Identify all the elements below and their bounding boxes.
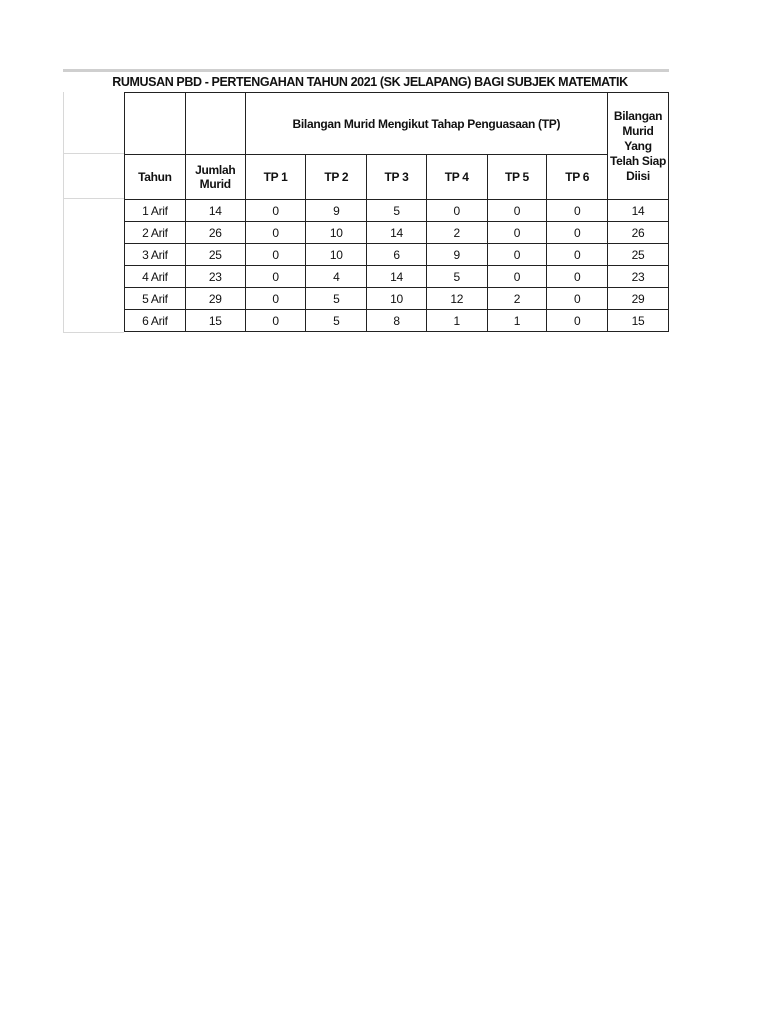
tahun-cell: 5 Arif (125, 288, 186, 310)
tp2-cell: 10 (306, 222, 367, 244)
jumlah-cell: 15 (185, 310, 245, 332)
tp5-cell: 0 (487, 266, 547, 288)
blank-cell (63, 92, 124, 154)
tp6-cell: 0 (547, 288, 608, 310)
siap-header (608, 93, 669, 200)
table-row (125, 288, 669, 310)
header-row-top (125, 93, 669, 155)
sheet-title: RUMUSAN PBD - PERTENGAHAN TAHUN 2021 (SK JELAPANG) BAGI SUBJEK MATEMATIK (112, 75, 628, 89)
tp1-header: TP 1 (245, 155, 306, 200)
tp5-cell: 2 (487, 288, 547, 310)
tp2-cell: 5 (306, 288, 367, 310)
summary-sheet (63, 69, 669, 333)
tp2-cell: 9 (306, 200, 367, 222)
siap-cell: 23 (608, 266, 669, 288)
jumlah-cell: 29 (185, 288, 245, 310)
table-row (125, 244, 669, 266)
siap-header-line: Diisi (626, 168, 650, 183)
table-row (125, 222, 669, 244)
group-header: Bilangan Murid Mengikut Tahap Penguasaan (TP) (245, 93, 607, 155)
tahun-cell: 4 Arif (125, 266, 186, 288)
jumlah-cell: 23 (185, 266, 245, 288)
tp5-header: TP 5 (487, 155, 547, 200)
tp4-cell: 1 (426, 310, 487, 332)
tp3-cell: 14 (367, 222, 427, 244)
siap-header-line: Murid Yang (622, 123, 654, 153)
siap-cell: 15 (608, 310, 669, 332)
tp1-cell: 0 (245, 266, 306, 288)
siap-cell: 26 (608, 222, 669, 244)
tp2-cell: 4 (306, 266, 367, 288)
siap-cell: 29 (608, 288, 669, 310)
siap-header-line: Bilangan (613, 108, 663, 123)
tp3-header: TP 3 (367, 155, 427, 200)
jumlah-header (185, 155, 245, 200)
blank-cell (63, 199, 124, 333)
tp6-cell: 0 (547, 244, 608, 266)
table-row (125, 200, 669, 222)
siap-cell: 25 (608, 244, 669, 266)
tp6-cell: 0 (547, 310, 608, 332)
tp3-cell: 6 (367, 244, 427, 266)
results-table (124, 92, 669, 332)
header-row (125, 155, 669, 200)
blank-header-cell (185, 93, 245, 155)
tp4-cell: 5 (426, 266, 487, 288)
tp1-cell: 0 (245, 288, 306, 310)
siap-header-line: Telah Siap (609, 153, 667, 168)
tp6-cell: 0 (547, 200, 608, 222)
table-row (125, 266, 669, 288)
tp1-cell: 0 (245, 310, 306, 332)
tp1-cell: 0 (245, 222, 306, 244)
tp1-cell: 0 (245, 244, 306, 266)
tp4-header: TP 4 (426, 155, 487, 200)
tp5-cell: 0 (487, 200, 547, 222)
jumlah-cell: 26 (185, 222, 245, 244)
tahun-cell: 1 Arif (125, 200, 186, 222)
tp4-cell: 0 (426, 200, 487, 222)
tp6-header: TP 6 (547, 155, 608, 200)
tahun-cell: 2 Arif (125, 222, 186, 244)
tp6-cell: 0 (547, 266, 608, 288)
tp3-cell: 14 (367, 266, 427, 288)
jumlah-cell: 25 (185, 244, 245, 266)
tahun-header: Tahun (125, 155, 186, 200)
tp1-cell: 0 (245, 200, 306, 222)
blank-header-cell (125, 93, 186, 155)
tp2-header: TP 2 (306, 155, 367, 200)
tp5-cell: 0 (487, 222, 547, 244)
tp6-cell: 0 (547, 222, 608, 244)
tp3-cell: 5 (367, 200, 427, 222)
tp4-cell: 12 (426, 288, 487, 310)
tahun-cell: 3 Arif (125, 244, 186, 266)
tp2-cell: 10 (306, 244, 367, 266)
tp4-cell: 9 (426, 244, 487, 266)
tp4-cell: 2 (426, 222, 487, 244)
tp5-cell: 0 (487, 244, 547, 266)
blank-cell (63, 154, 124, 199)
tp3-cell: 10 (367, 288, 427, 310)
siap-cell: 14 (608, 200, 669, 222)
jumlah-cell: 14 (185, 200, 245, 222)
tahun-cell: 6 Arif (125, 310, 186, 332)
tp5-cell: 1 (487, 310, 547, 332)
table-row (125, 310, 669, 332)
jumlah-header-line: Jumlah (195, 163, 236, 177)
jumlah-header-line: Murid (199, 177, 231, 191)
tp3-cell: 8 (367, 310, 427, 332)
tp2-cell: 5 (306, 310, 367, 332)
